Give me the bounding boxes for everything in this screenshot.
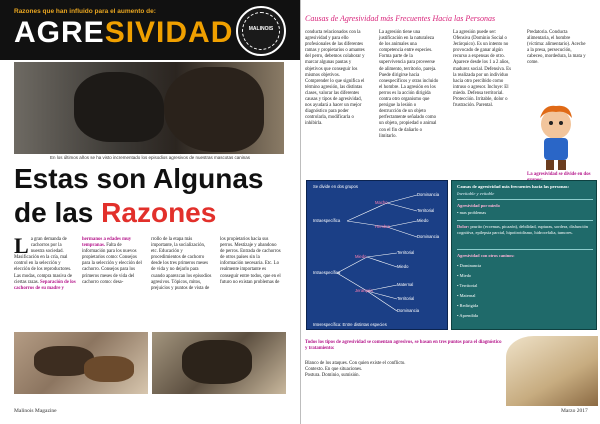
drop-cap: L	[14, 233, 29, 258]
column-highlight: La agresividad se divide en dos	[527, 172, 591, 177]
types-text: prurito (eccemas, picazón), debilidad, rupturas, sordera, disfunción cognitiva, epilepsia parcial, hipotiroidismo, hidrocefalia, tumores.	[457, 224, 588, 235]
article-column-2	[82, 237, 144, 286]
types-highlight: Dolor:	[457, 224, 470, 229]
types-line-1b: • mas problemas	[457, 210, 487, 215]
types-line-3	[457, 253, 595, 259]
types-subheading: Inevitable y evitable	[457, 191, 495, 196]
diagram-node: Miedo	[397, 264, 409, 269]
diagnosis-item: Postura. Dominio, sumisión.	[305, 373, 360, 379]
brand-title-white: AGRE	[14, 16, 105, 49]
headline-line2	[14, 196, 286, 230]
article-column-1	[14, 233, 76, 292]
diagram-node: Hembra	[375, 224, 390, 229]
types-item: • Territorial	[457, 283, 478, 288]
seal-text: MALINOIS	[248, 26, 274, 32]
cartoon-child-illustration	[526, 100, 586, 172]
diagnosis-item: Blanco de los ataques. Con quien existe el conflicto.	[305, 360, 406, 366]
types-line-1	[457, 203, 595, 209]
types-item: • Dominancia	[457, 263, 482, 268]
diagram-node: Maternal	[397, 282, 414, 287]
diagram-node: Macho	[375, 200, 388, 205]
photo-dog-with-person	[506, 336, 598, 406]
article-column-4	[527, 30, 587, 67]
types-highlight: Agresividad con otros caninos:	[457, 253, 515, 258]
diagram-node: Dominancia	[417, 234, 440, 239]
types-item: • Redirigida	[457, 303, 479, 308]
diagram-footer: Interespecífica: Entre distintas especies	[313, 322, 387, 327]
right-page	[300, 0, 600, 424]
divider	[457, 199, 593, 200]
headline-red: Razones	[101, 197, 217, 228]
diagram-node: Territorial	[417, 208, 435, 213]
article-column-2: La agresión tiene una justificación en la naturaleza de los animales una competencia entre especies. Forma parte de la supervivencia para proveerse de alimento, territorio, pareja. Puede dirigirse hacia conespecíficos y otras incluido el hombre. La agresión en los perros es la acción dirigida contra otro organismo que persigue la lesión o destrucción de un objeto perfectamente señalado como un objeto, propiedad o animal con el fin de dañarlo o limitarlo.	[379, 30, 439, 139]
types-item: • Miedo	[457, 273, 472, 278]
types-line-2	[457, 224, 595, 236]
column-text: rrollo de la etapa más importante, la socialización, etc. Educación y procedimientos de cachorro desde los tres primeros meses de vida y no dejarlo para cuando aparezcan los episodios agresivos. Tópicos, mitos, prejuicios y puntos de vista de	[151, 237, 212, 291]
headline-line1: Estas son Algunas	[14, 163, 264, 194]
photo-dog-fight-left	[14, 332, 148, 394]
diagram-node: Dominancia	[397, 308, 420, 313]
diagnosis-item: Contexto. En que situaciones.	[305, 366, 363, 372]
types-heading: Causas de agresividad más frecuentes hacia las personas:	[457, 184, 569, 189]
diagram-node: Jerarquía	[355, 288, 373, 293]
masthead	[0, 0, 300, 60]
diagram-node: Miedo	[355, 254, 367, 259]
diagram-title: Se divide en dos grupos	[313, 184, 358, 189]
brand-title-orange: SIVIDAD	[104, 16, 234, 49]
photo-dog-fight-right	[152, 332, 286, 394]
divider	[457, 249, 593, 250]
article-column-3	[151, 237, 213, 292]
photo-caption: En los últimos años se ha visto incrementado los episodios agresivos de nuestras mascotas caninas	[49, 155, 251, 160]
column-text: a gran demanda de cachorros por la nuestra sociedad. Masificación en la cría, mal control en la selección y elección de los reproductores. Las modas, compra masiva de ciertas razas.	[14, 237, 72, 285]
diagram-node: Dominancia	[417, 192, 440, 197]
aggression-types-box	[451, 180, 597, 330]
column-text: Predatoria. Conducta alimentaria, el hombre (víctima: alimentario). Aceche a la presa, persecución, cabeceo, mordedura, la mata y come.	[527, 30, 586, 66]
footer-date: Marzo 2017	[561, 408, 588, 414]
column-text: Falta de información para los nuevos propietarios como: Consejos para la selección y elección del cachorro. Consejos para los primeros meses de vida del cachorro como: desa-	[82, 243, 142, 285]
article-column-1: conducta relacionados con la agresividad y para ello profesionales de las diferentes ramas y propietarios o amantes del perro, debemos colaborar y marcar algunas pautas y objetivos que conseguir los mismos objetivos. Comprender lo que significa el término agresión, las distintas clases, valorar las diferentes causas y tipos de agresividad, nos ayudará a hacer un mejor diagnóstico para poder controlarla, modificarla o inhibirla.	[305, 30, 365, 127]
types-item: • Aprendida	[457, 313, 478, 318]
types-item: • Maternal	[457, 293, 476, 298]
dog-head-shape	[164, 67, 264, 152]
diagnosis-lead: Todos los tipos de agresividad se comentan agresivos, se basan en tres puntos para el diagnóstico y tratamiento:	[305, 340, 502, 352]
headline	[14, 162, 286, 230]
dog-shape	[182, 340, 252, 384]
column-highlight: hermanos a edades muy tempranas.	[82, 237, 132, 249]
diagram-node: Territorial	[397, 296, 415, 301]
column-highlight: Separación de los cachorros de su madre y	[14, 279, 76, 291]
column-text: los propietarios hacia sus perros. Mestizaje y abandono de perros. Entrada de cachorros de otros países sin la información necesaria. Etc. Lo realmente importante es conseguir entre todos, que en el futuro no existan problemas de	[220, 237, 281, 285]
photo-aggressive-dogs	[14, 62, 284, 154]
article-column-4	[220, 237, 282, 286]
club-seal-logo	[236, 6, 286, 56]
footer-magazine-name: Malinois Magazine	[14, 408, 57, 414]
headline-dark: de las	[14, 197, 102, 228]
diagram-node: Territorial	[397, 250, 415, 255]
section-title: Causas de Agresividad más Frecuentes Hacia las Personas	[305, 14, 496, 23]
divider	[457, 220, 593, 221]
masthead-kicker: Razones que han influido para el aumento de:	[14, 8, 156, 15]
dog-head-shape	[74, 72, 164, 142]
spacer	[305, 353, 505, 361]
diagram-node: Miedo	[417, 218, 429, 223]
diagram-node-intraspecific: Intraespecífica	[313, 218, 341, 223]
types-highlight: Agresividad por miedo	[457, 203, 500, 208]
diagram-node-intraspecific-2: Intraespecífica	[313, 270, 341, 275]
aggression-diagram	[306, 180, 448, 330]
diagnosis-points	[305, 340, 505, 379]
brand-title	[14, 17, 233, 49]
article-column-3: La agresión puede ser: Ofensiva (Dominio Social o Jerárquico). Es un intento no provocado de ganar algún recurso a expensas de otro. Aparece desde los 1 a 2 años, madurez social. Defensiva. Es la realizada por un individuo hacia otro percibido como intruso o agresor. Incluye: El miedo. Defensa territorial. Protección. Irritable, dolor o frustración. Parental.	[453, 30, 511, 109]
dog-shape	[84, 356, 134, 382]
